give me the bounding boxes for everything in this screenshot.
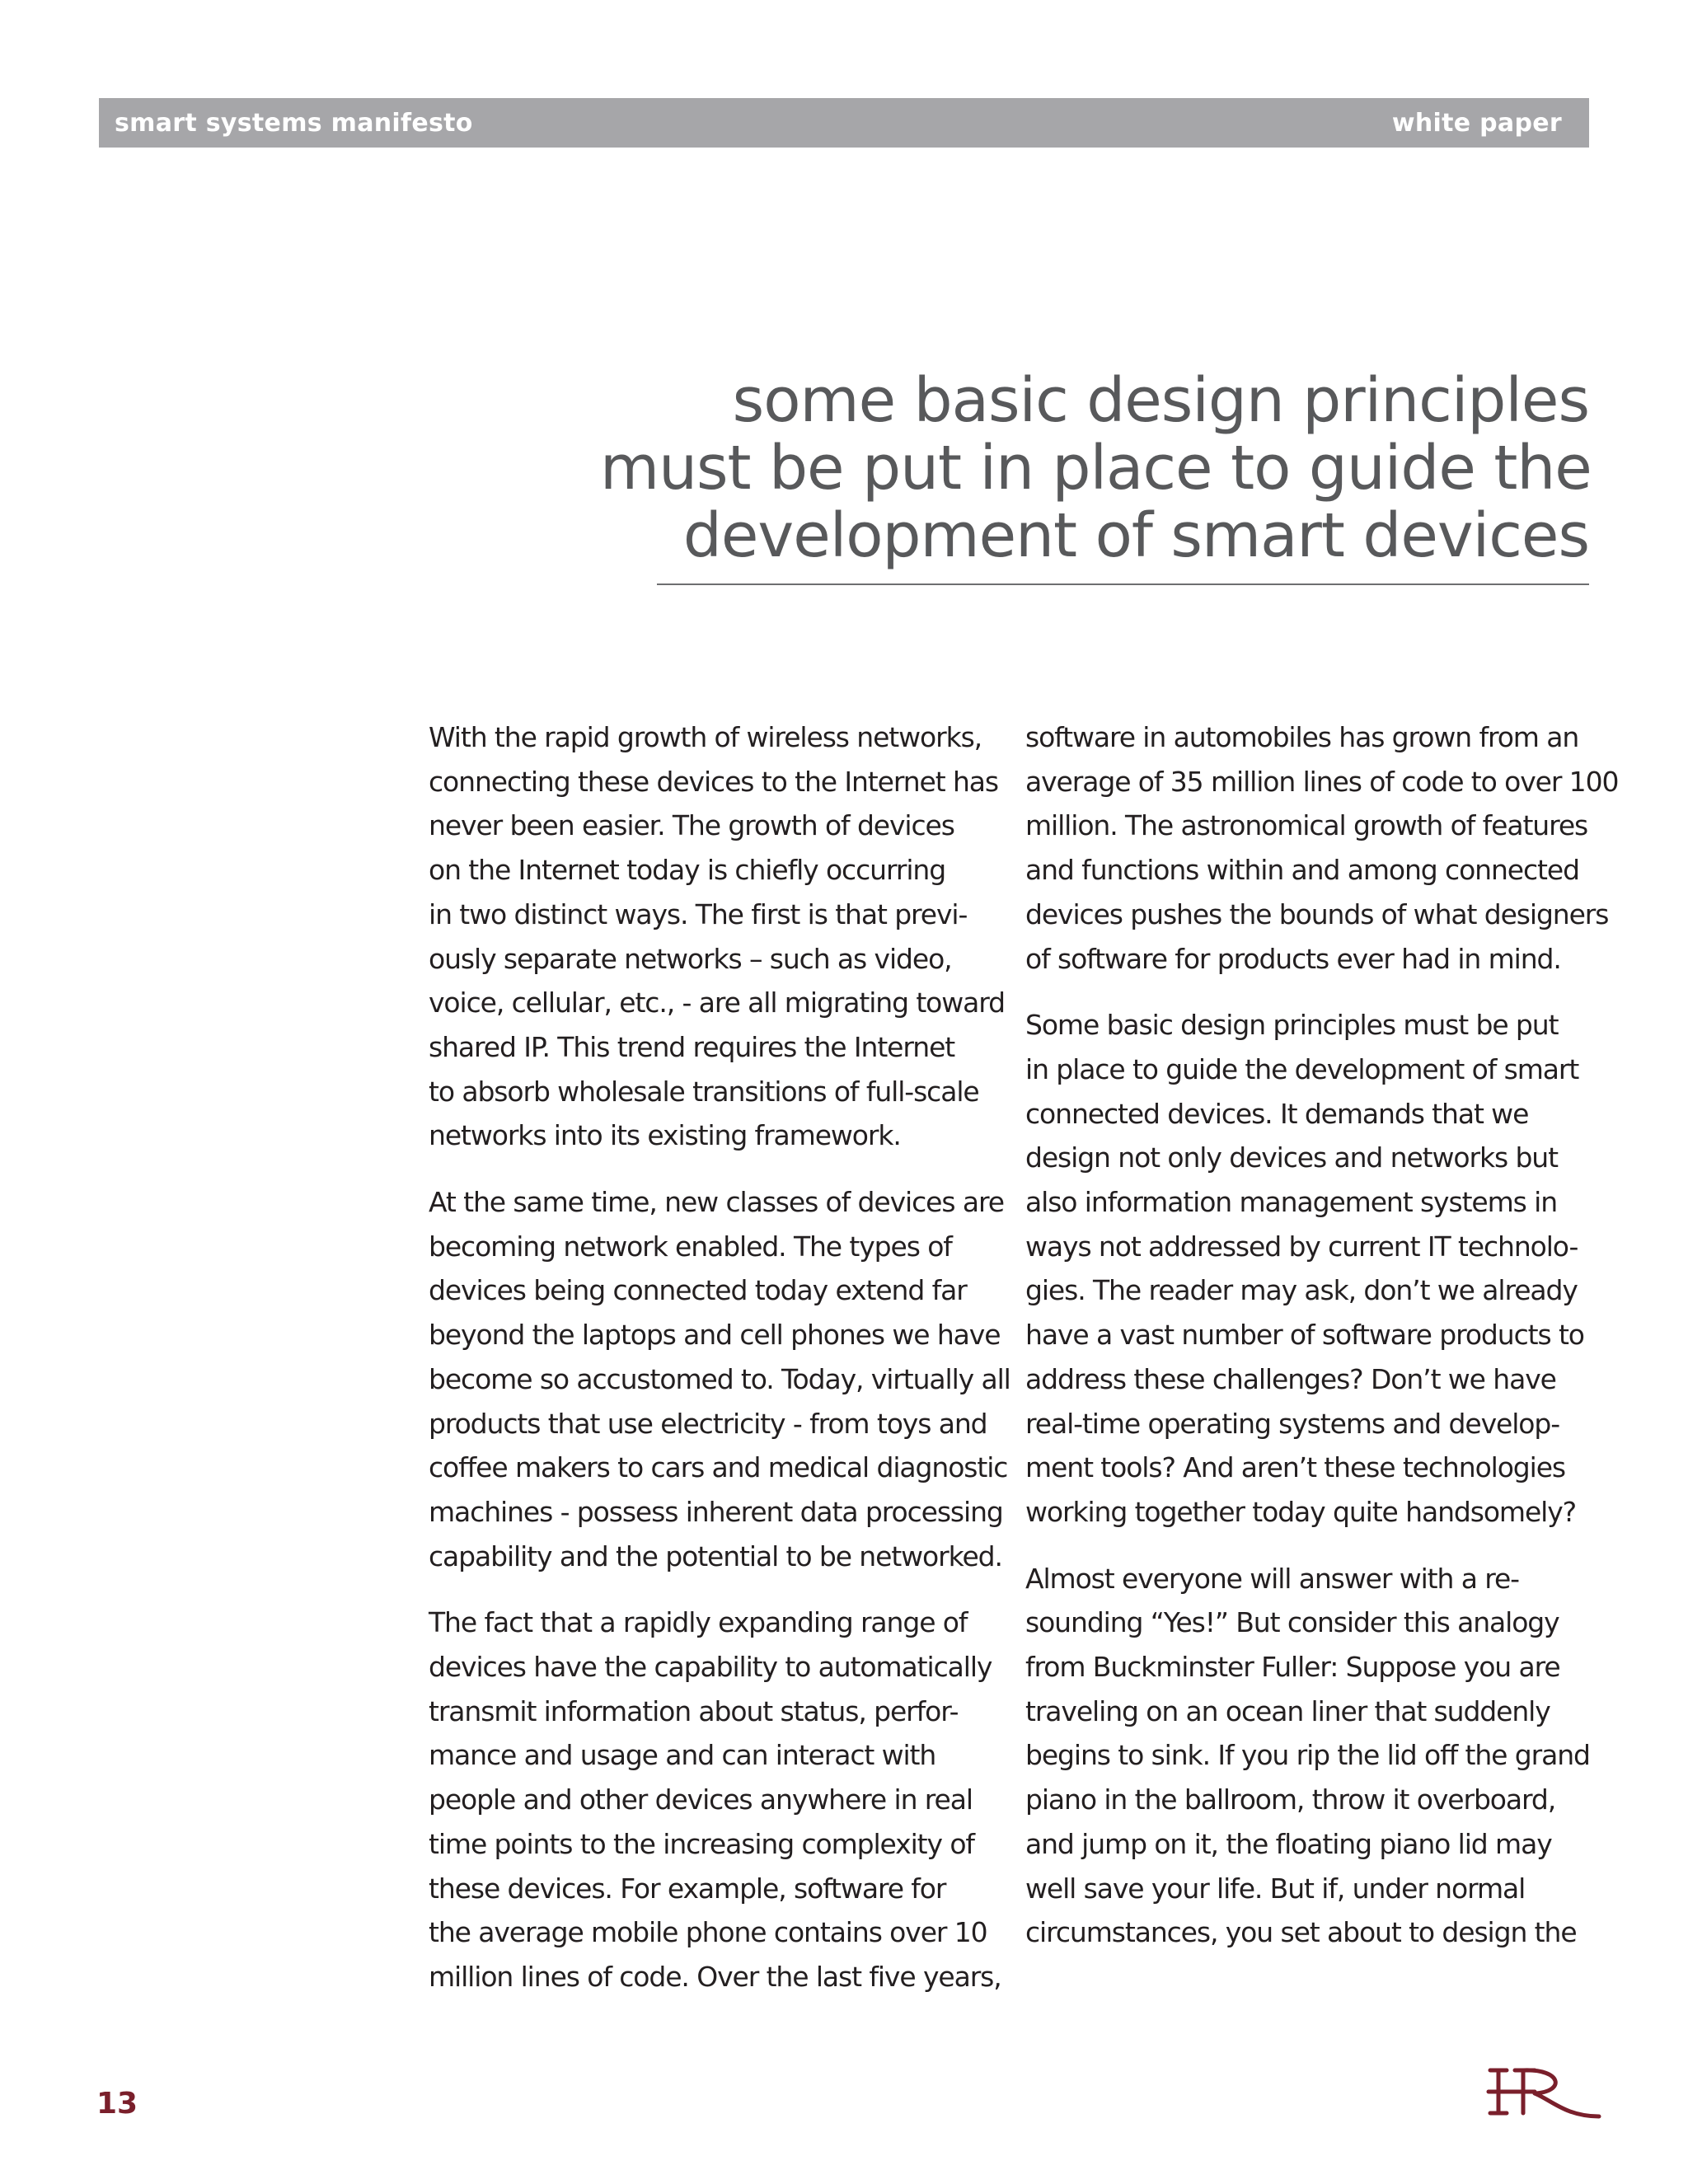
body-text-line: time points to the increasing complexity of bbox=[429, 1827, 974, 1860]
body-text-line: in place to guide the development of smart bbox=[1025, 1052, 1579, 1085]
body-text-line: average of 35 million lines of code to over 100 bbox=[1025, 765, 1619, 798]
headline-line: some basic design principles bbox=[732, 365, 1589, 436]
body-text-line: also information management systems in bbox=[1025, 1186, 1558, 1219]
body-text-line: sounding “Yes!” But consider this analogy bbox=[1025, 1606, 1559, 1639]
body-text-line: coffee makers to cars and medical diagnostic bbox=[429, 1451, 1008, 1484]
body-column-left bbox=[429, 715, 1010, 2022]
body-text-line: begins to sink. If you rip the lid off the grand bbox=[1025, 1739, 1590, 1772]
body-paragraph bbox=[1025, 1557, 1602, 1955]
body-text-line: have a vast number of software products to bbox=[1025, 1319, 1584, 1352]
body-text-line: beyond the laptops and cell phones we have bbox=[429, 1319, 1001, 1352]
header-bar bbox=[99, 98, 1589, 148]
body-text-line: ment tools? And aren’t these technologies bbox=[1025, 1451, 1566, 1484]
body-text-line: never been easier. The growth of devices bbox=[429, 809, 954, 842]
body-text-line: ously separate networks – such as video, bbox=[429, 942, 952, 975]
body-text-line: becoming network enabled. The types of bbox=[429, 1230, 952, 1263]
body-text-line: on the Internet today is chiefly occurring bbox=[429, 854, 946, 887]
body-text-line: of software for products ever had in mind. bbox=[1025, 942, 1561, 975]
body-text-line: devices pushes the bounds of what designers bbox=[1025, 898, 1609, 930]
body-text-line: million lines of code. Over the last five years, bbox=[429, 1960, 1001, 1993]
body-text-line: Almost everyone will answer with a re- bbox=[1025, 1562, 1519, 1595]
body-text-line: real-time operating systems and develop- bbox=[1025, 1407, 1560, 1440]
body-text-line: connecting these devices to the Internet has bbox=[429, 765, 999, 798]
body-text-line: software in automobiles has grown from an bbox=[1025, 721, 1579, 753]
body-text-line: mance and usage and can interact with bbox=[429, 1739, 936, 1772]
body-paragraph bbox=[429, 1180, 1010, 1578]
body-text-line: devices have the capability to automatically bbox=[429, 1651, 992, 1684]
page-number: 13 bbox=[96, 2087, 138, 2121]
body-text-line: transmit information about status, perfor- bbox=[429, 1694, 959, 1727]
body-text-line: machines - possess inherent data processing bbox=[429, 1495, 1003, 1528]
body-text-line: million. The astronomical growth of features bbox=[1025, 809, 1588, 842]
body-text-line: well save your life. But if, under normal bbox=[1025, 1872, 1526, 1905]
headline-divider bbox=[657, 583, 1589, 585]
body-text-line: capability and the potential to be networked. bbox=[429, 1540, 1002, 1572]
body-text-line: With the rapid growth of wireless networks, bbox=[429, 721, 982, 753]
body-paragraph bbox=[1025, 715, 1619, 981]
hr-logo bbox=[1484, 2062, 1607, 2128]
body-text-line: and jump on it, the floating piano lid may bbox=[1025, 1827, 1552, 1860]
body-text-line: voice, cellular, etc., - are all migrating toward bbox=[429, 987, 1005, 1019]
headline-line: must be put in place to guide the bbox=[600, 433, 1592, 504]
body-text-line: gies. The reader may ask, don’t we already bbox=[1025, 1274, 1578, 1307]
body-text-line: At the same time, new classes of devices are bbox=[429, 1186, 1004, 1219]
body-text-line: working together today quite handsomely? bbox=[1025, 1495, 1577, 1528]
body-text-line: become so accustomed to. Today, virtually all bbox=[429, 1362, 1010, 1395]
body-text-line: circumstances, you set about to design the bbox=[1025, 1916, 1577, 1949]
body-text-line: ways not addressed by current IT technolo- bbox=[1025, 1230, 1578, 1263]
body-text-line: address these challenges? Don’t we have bbox=[1025, 1362, 1556, 1395]
body-text-line: products that use electricity - from toys and bbox=[429, 1407, 987, 1440]
body-text-line: from Buckminster Fuller: Suppose you are bbox=[1025, 1651, 1560, 1684]
body-text-line: in two distinct ways. The first is that previ- bbox=[429, 898, 968, 930]
document-series-title: smart systems manifesto bbox=[115, 108, 473, 138]
body-text-line: networks into its existing framework. bbox=[429, 1119, 901, 1152]
body-paragraph bbox=[429, 1601, 1006, 1999]
body-text-line: traveling on an ocean liner that suddenly bbox=[1025, 1694, 1550, 1727]
body-text-line: Some basic design principles must be put bbox=[1025, 1009, 1559, 1042]
document-type-label: white paper bbox=[1391, 108, 1562, 138]
body-text-line: to absorb wholesale transitions of full-scale bbox=[429, 1075, 979, 1108]
pull-headline bbox=[600, 365, 1592, 571]
body-text-line: design not only devices and networks but bbox=[1025, 1141, 1558, 1174]
body-text-line: the average mobile phone contains over 10 bbox=[429, 1916, 987, 1949]
body-text-line: these devices. For example, software for bbox=[429, 1872, 946, 1905]
body-text-line: devices being connected today extend far bbox=[429, 1274, 967, 1307]
body-text-line: connected devices. It demands that we bbox=[1025, 1097, 1529, 1130]
body-paragraph bbox=[429, 715, 1006, 1158]
body-text-line: The fact that a rapidly expanding range of bbox=[429, 1606, 968, 1639]
body-paragraph bbox=[1025, 1003, 1602, 1534]
body-text-line: shared IP. This trend requires the Internet bbox=[429, 1030, 955, 1063]
body-text-line: piano in the ballroom, throw it overboard, bbox=[1025, 1783, 1556, 1816]
body-text-line: and functions within and among connected bbox=[1025, 854, 1579, 887]
body-text-line: people and other devices anywhere in real bbox=[429, 1783, 973, 1816]
body-column-right bbox=[1025, 715, 1619, 1977]
headline-line: development of smart devices bbox=[682, 500, 1589, 571]
